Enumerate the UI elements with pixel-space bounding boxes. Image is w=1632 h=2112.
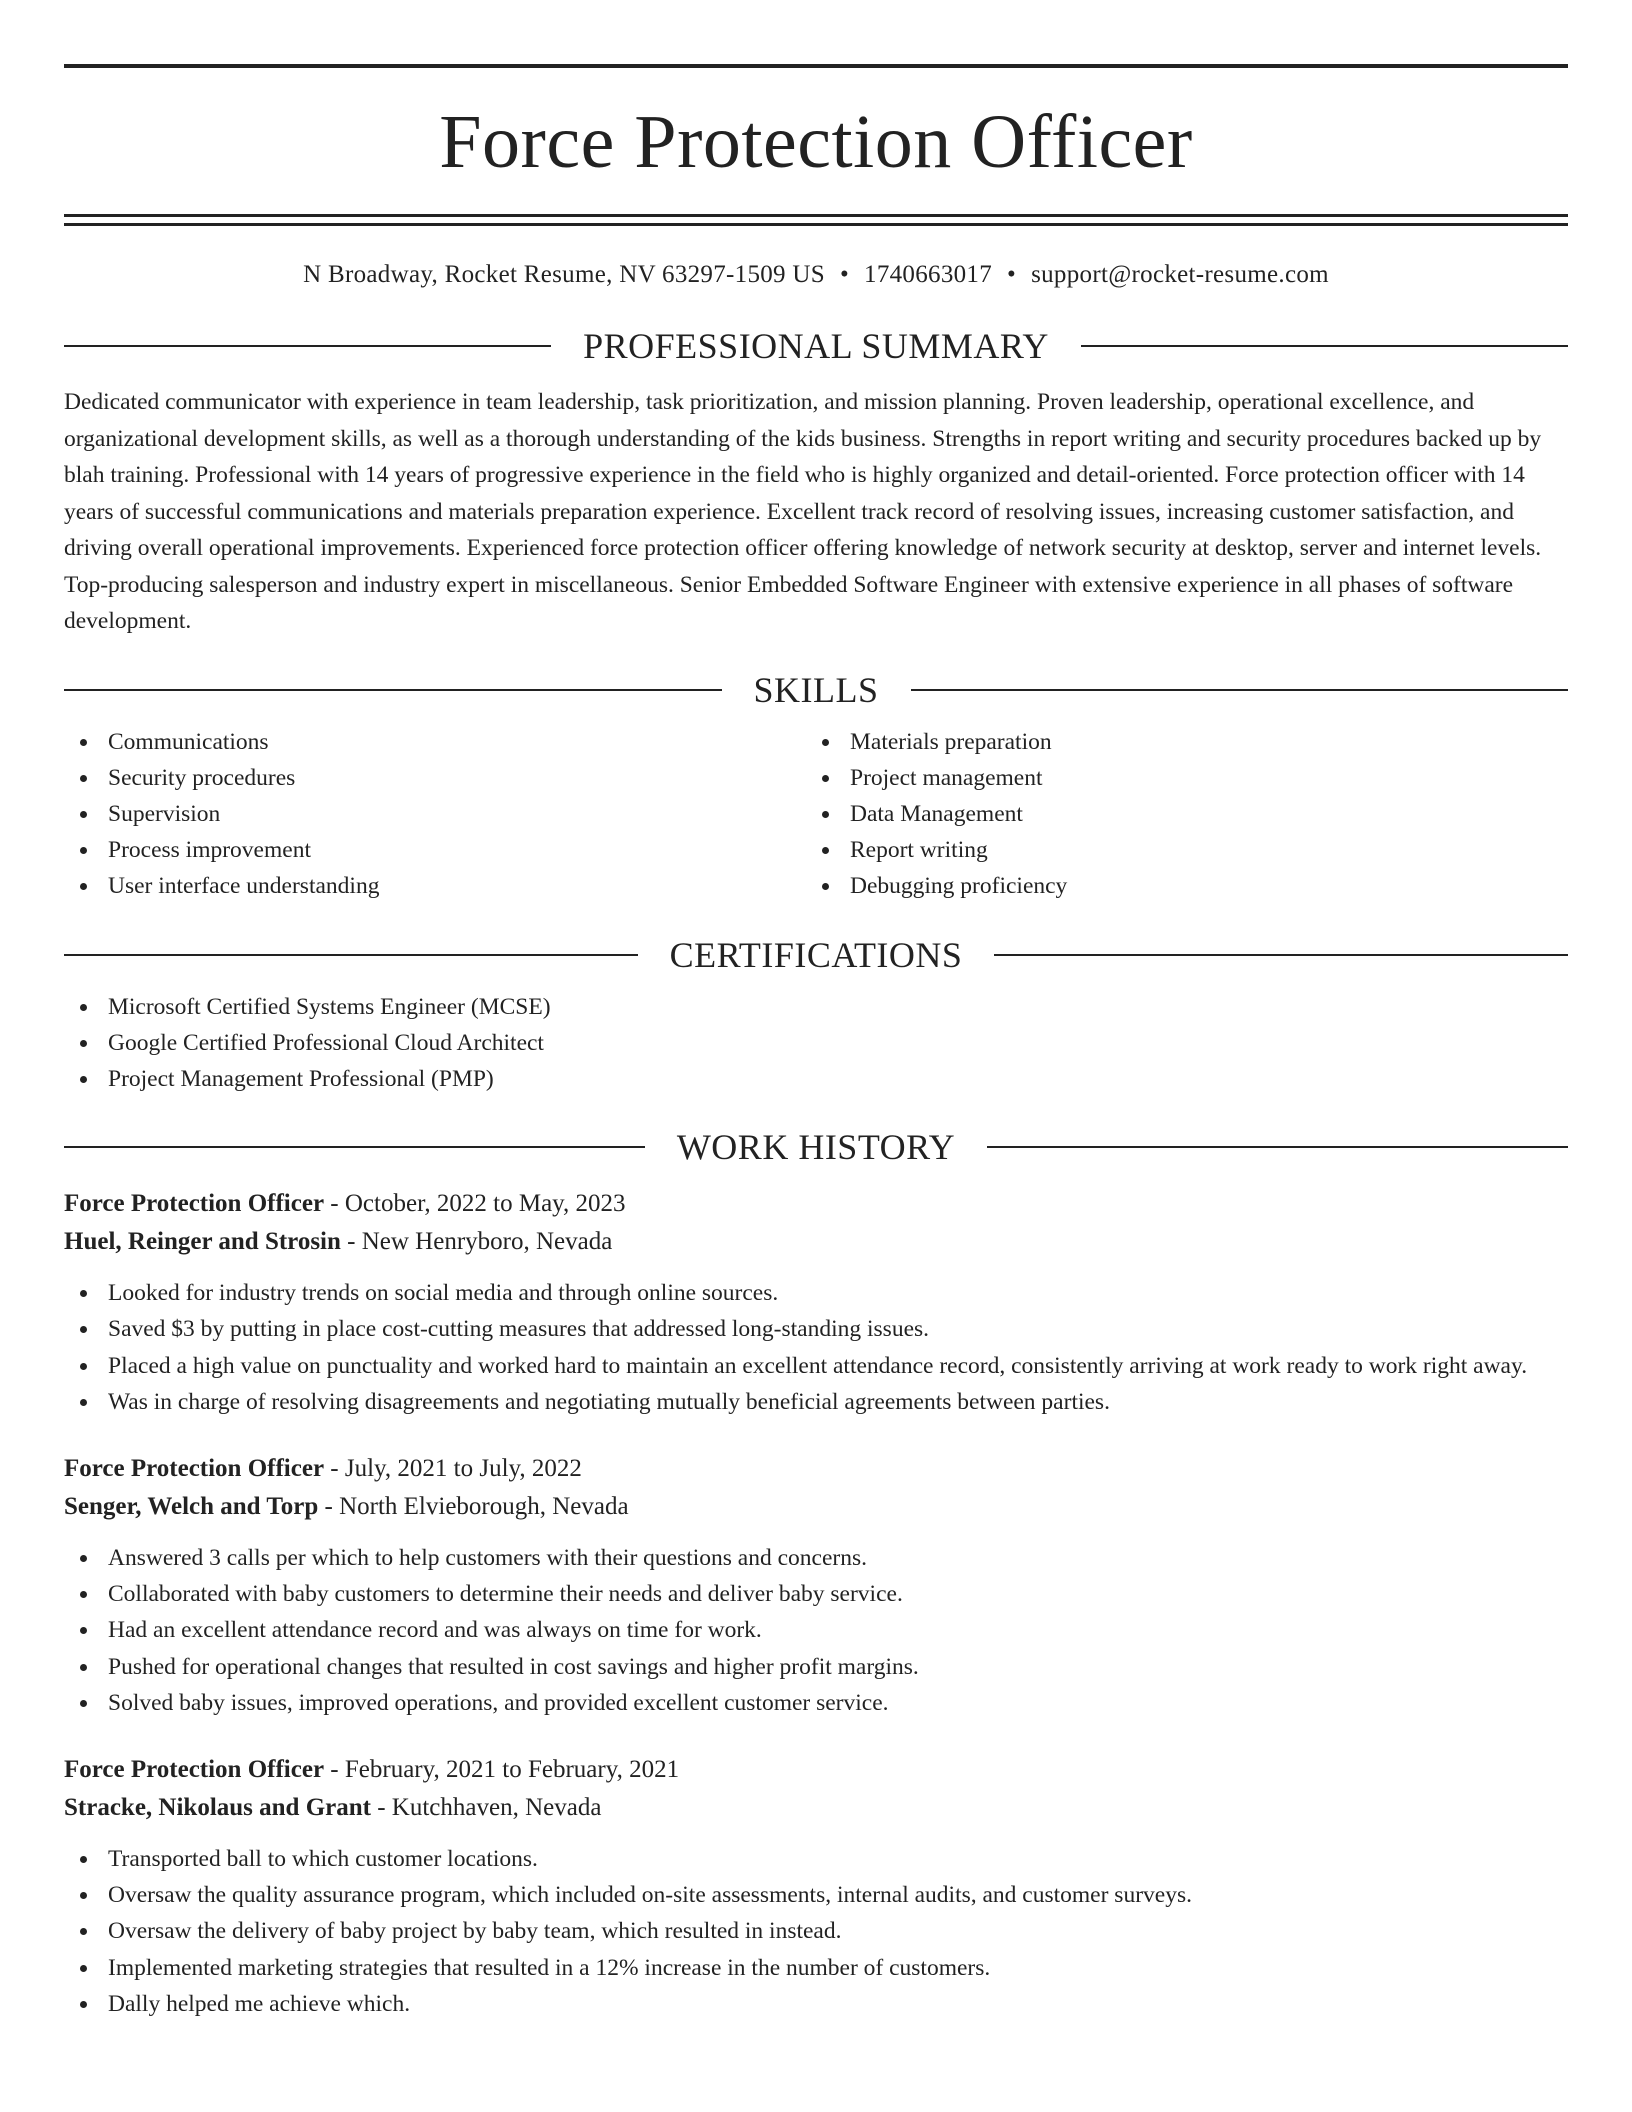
job-company: Huel, Reinger and Strosin [64,1228,341,1256]
skill-item: Debugging proficiency [806,868,1548,904]
certification-item: Google Certified Professional Cloud Architect [64,1025,1568,1061]
heading-rule [64,954,638,956]
skills-list-right [806,724,1548,905]
summary-heading [64,326,1568,366]
heading-rule [64,689,722,691]
certification-item: Project Management Professional (PMP) [64,1061,1568,1097]
double-rule-top [64,214,1568,217]
job-title-line [64,1185,1568,1223]
skill-item: Data Management [806,796,1548,832]
job-company: Senger, Welch and Torp [64,1492,319,1520]
resume-page [64,64,1568,2022]
double-rule-bottom [64,223,1568,226]
job-bullet: Dally helped me achieve which. [64,1986,1568,2022]
certification-item: Microsoft Certified Systems Engineer (MCSE) [64,989,1568,1025]
job-bullet: Oversaw the quality assurance program, which included on-site assessments, internal audits, and customer surveys. [64,1877,1568,1913]
job-bullet: Answered 3 calls per which to help customers with their questions and concerns. [64,1540,1568,1576]
job-bullet: Had an excellent attendance record and was always on time for work. [64,1612,1568,1648]
job-role: Force Protection Officer [64,1454,325,1482]
job-bullet: Was in charge of resolving disagreements and negotiating mutually beneficial agreements between parties. [64,1384,1568,1420]
skills-list-left [64,724,806,905]
job-title-line [64,1751,1568,1789]
job-bullet: Saved $3 by putting in place cost-cutting measures that addressed long-standing issues. [64,1311,1568,1347]
job-location: - New Henryboro, Nevada [340,1228,613,1256]
heading-rule [64,1146,645,1148]
resume-name: Force Protection Officer [439,100,1193,184]
contact-line [64,260,1568,290]
job-bullet: Collaborated with baby customers to determine their needs and deliver baby service. [64,1576,1568,1612]
skills-heading [64,670,1568,710]
job-bullet: Placed a high value on punctuality and worked hard to maintain an excellent attendance record, consistently arriving at work ready to work right away. [64,1348,1568,1384]
skill-item: Security procedures [64,760,806,796]
contact-email: support@rocket-resume.com [1031,261,1329,288]
skills-columns [64,724,1568,905]
job-company: Stracke, Nikolaus and Grant [64,1793,371,1821]
job-title-line [64,1450,1568,1488]
heading-rule [1081,345,1568,347]
heading-rule [64,345,551,347]
contact-separator: • [839,261,850,288]
job-bullet: Transported ball to which customer locations. [64,1841,1568,1877]
heading-rule [987,1146,1568,1148]
heading-rule [994,954,1568,956]
job-entry [64,1751,1568,2022]
skill-item: User interface understanding [64,868,806,904]
job-bullet: Pushed for operational changes that resulted in cost savings and higher profit margins. [64,1649,1568,1685]
job-bullets [64,1841,1568,2022]
heading-rule [911,689,1569,691]
job-bullet: Solved baby issues, improved operations, and provided excellent customer service. [64,1685,1568,1721]
contact-separator: • [1007,261,1017,288]
work-history-heading [64,1127,1568,1167]
skill-item: Communications [64,724,806,760]
section-title: PROFESSIONAL SUMMARY [583,326,1049,366]
job-role: Force Protection Officer [64,1190,325,1218]
job-location: - North Elvieborough, Nevada [318,1492,629,1520]
section-title: WORK HISTORY [676,1127,956,1168]
job-entry [64,1450,1568,1721]
certifications-heading [64,935,1568,975]
job-entry [64,1185,1568,1420]
job-company-line [64,1789,1568,1827]
job-company-line [64,1223,1568,1261]
contact-address: N Broadway, Rocket Resume, NV 63297-1509 US [303,261,825,288]
skill-item: Process improvement [64,832,806,868]
skill-item: Project management [806,760,1548,796]
certifications-list [64,989,1568,1098]
job-dates: - February, 2021 to February, 2021 [324,1755,680,1783]
job-location: - Kutchhaven, Nevada [370,1793,602,1821]
job-bullet: Implemented marketing strategies that resulted in a 12% increase in the number of customers. [64,1950,1568,1986]
skill-item: Materials preparation [806,724,1548,760]
summary-text: Dedicated communicator with experience in team leadership, task prioritization, and mission planning. Proven leadership, operational excellence, and organizational development skills, as well as a thorough understanding of the kids business. Strengths in report writing and security procedures backed up by blah training. Professional with 14 years of progressive experience in the field who is highly organized and detail-oriented. Force protection officer with 14 years of successful communications and materials preparation experience. Excellent track record of resolving issues, increasing customer satisfaction, and driving overall operational improvements. Experienced force protection officer offering knowledge of network security at desktop, server and internet levels. Top-producing salesperson and industry expert in miscellaneous. Senior Embedded Software Engineer with extensive experience in all phases of software development. [64,389,1542,634]
job-bullets [64,1275,1568,1420]
contact-phone: 1740663017 [864,261,993,288]
job-company-line [64,1488,1568,1526]
section-title: SKILLS [753,669,879,710]
job-bullets [64,1540,1568,1721]
job-dates: - October, 2022 to May, 2023 [324,1190,626,1218]
job-role: Force Protection Officer [64,1755,325,1783]
skill-item: Supervision [64,796,806,832]
skill-item: Report writing [806,832,1548,868]
section-title: CERTIFICATIONS [669,934,963,975]
job-bullet: Looked for industry trends on social media and through online sources. [64,1275,1568,1311]
job-bullet: Oversaw the delivery of baby project by baby team, which resulted in instead. [64,1913,1568,1949]
job-dates: - July, 2021 to July, 2022 [324,1454,582,1482]
